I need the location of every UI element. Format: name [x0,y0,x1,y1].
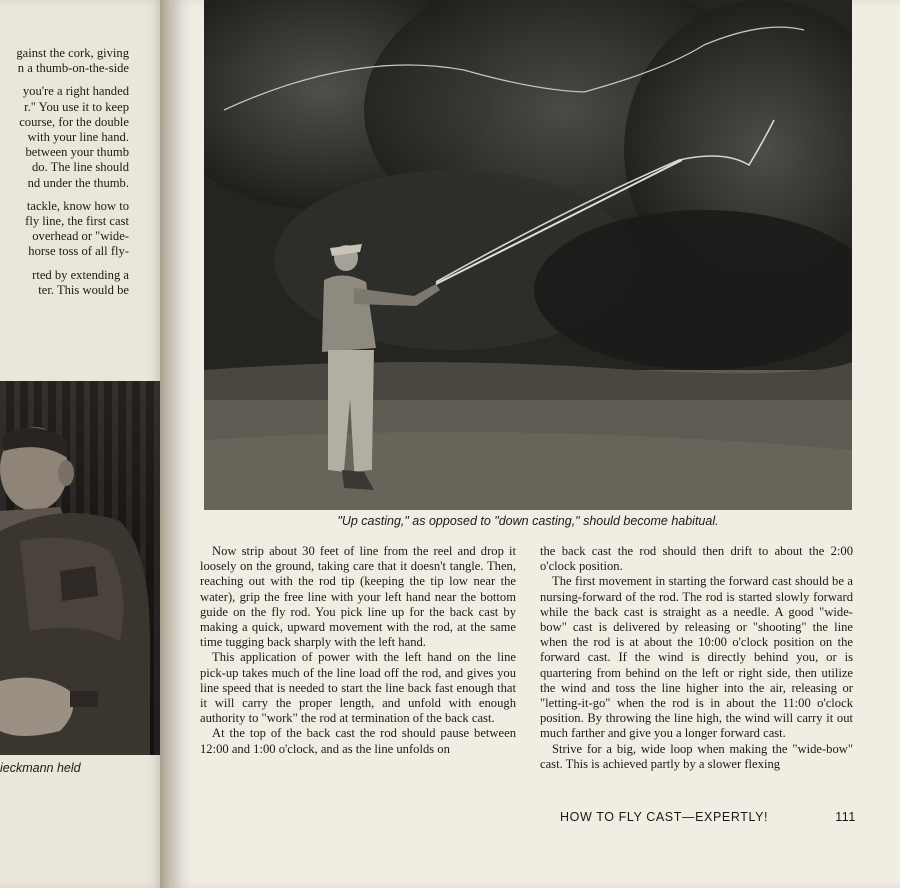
text-column-right [540,544,853,772]
left-text-line: you're a right handed [22,84,129,99]
running-head-title: HOW TO FLY CAST—EXPERTLY! [560,810,769,824]
left-text-gap [0,76,129,84]
left-text-line: do. The line should [31,160,129,175]
paragraph: This application of power with the left hand on the line pick-up takes much of the line load off the rod, and gives you line speed that is needed to start the line back fast enough that it will carry the proper length, and unfold with enough authority to "work" the rod at termination of the back cast. [200,650,516,726]
portrait-figure [0,381,162,755]
left-text-line: nd under the thumb. [27,175,129,190]
left-text-line: course, for the double [19,114,129,129]
left-page-text [0,46,129,298]
page-number: 111 [835,810,856,824]
left-text-gap [0,260,129,268]
fly-casting-photo [204,0,852,510]
left-text-line: horse toss of all fly- [28,244,129,259]
portrait-caption: ieckmann held [0,761,81,775]
paragraph: Strive for a big, wide loop when making the "wide-bow" cast. This is achieved partly by a slower flexing [540,741,853,771]
paragraph: Now strip about 30 feet of line from the reel and drop it loosely on the ground, taking care that it doesn't tangle. Then, reaching out with the rod tip (keeping the tip low near the water), grip the free line with your left hand near the bottom guide on the fly rod. You pick line up for the back cast by making a quick, upward movement with the rod, at the same time tugging back sharply with the left hand. [200,544,516,650]
left-text-line: n a thumb-on-the-side [17,61,129,76]
paragraph: The first movement in starting the forward cast should be a nursing-forward of the rod. The rod is started slowly forward while the back cast is straight as a needle. A good "wide-bow" cast is delivered by releasing or "shooting" the line when the rod is at about the 10:00 o'clock position on the forward cast. If the wind is directly behind you, or is quartering from behind on the left or right side, then utilize the wind and toss the line higher into the air, releasing or "letting-it-go" when the rod is in about the 11:00 o'clock position. By throwing the line high, the wind will carry it out much farther and give you a longer forward cast. [540,574,853,741]
left-page [0,0,165,888]
left-text-line: r." You use it to keep [24,99,129,114]
left-text-gap [0,191,129,199]
left-text-line: between your thumb [25,145,129,160]
left-text-line: fly line, the first cast [25,214,129,229]
left-text-line: rted by extending a [32,267,129,282]
left-text-line: tackle, know how to [26,198,129,213]
portrait-photo [0,381,162,755]
left-text-line: ter. This would be [38,282,129,297]
paragraph: At the top of the back cast the rod should pause between 12:00 and 1:00 o'clock, and as the line unfolds on [200,726,516,756]
left-text-line: gainst the cork, giving [16,46,129,60]
text-column-left [200,544,516,757]
left-text-line: with your line hand. [27,130,129,145]
photo-caption: "Up casting," as opposed to "down casting," should become habitual. [337,514,719,528]
casting-scene [204,0,852,510]
left-text-line: overhead or "wide- [32,229,129,244]
paragraph: the back cast the rod should then drift to about the 2:00 o'clock position. [540,544,853,574]
page-footer [560,810,856,824]
